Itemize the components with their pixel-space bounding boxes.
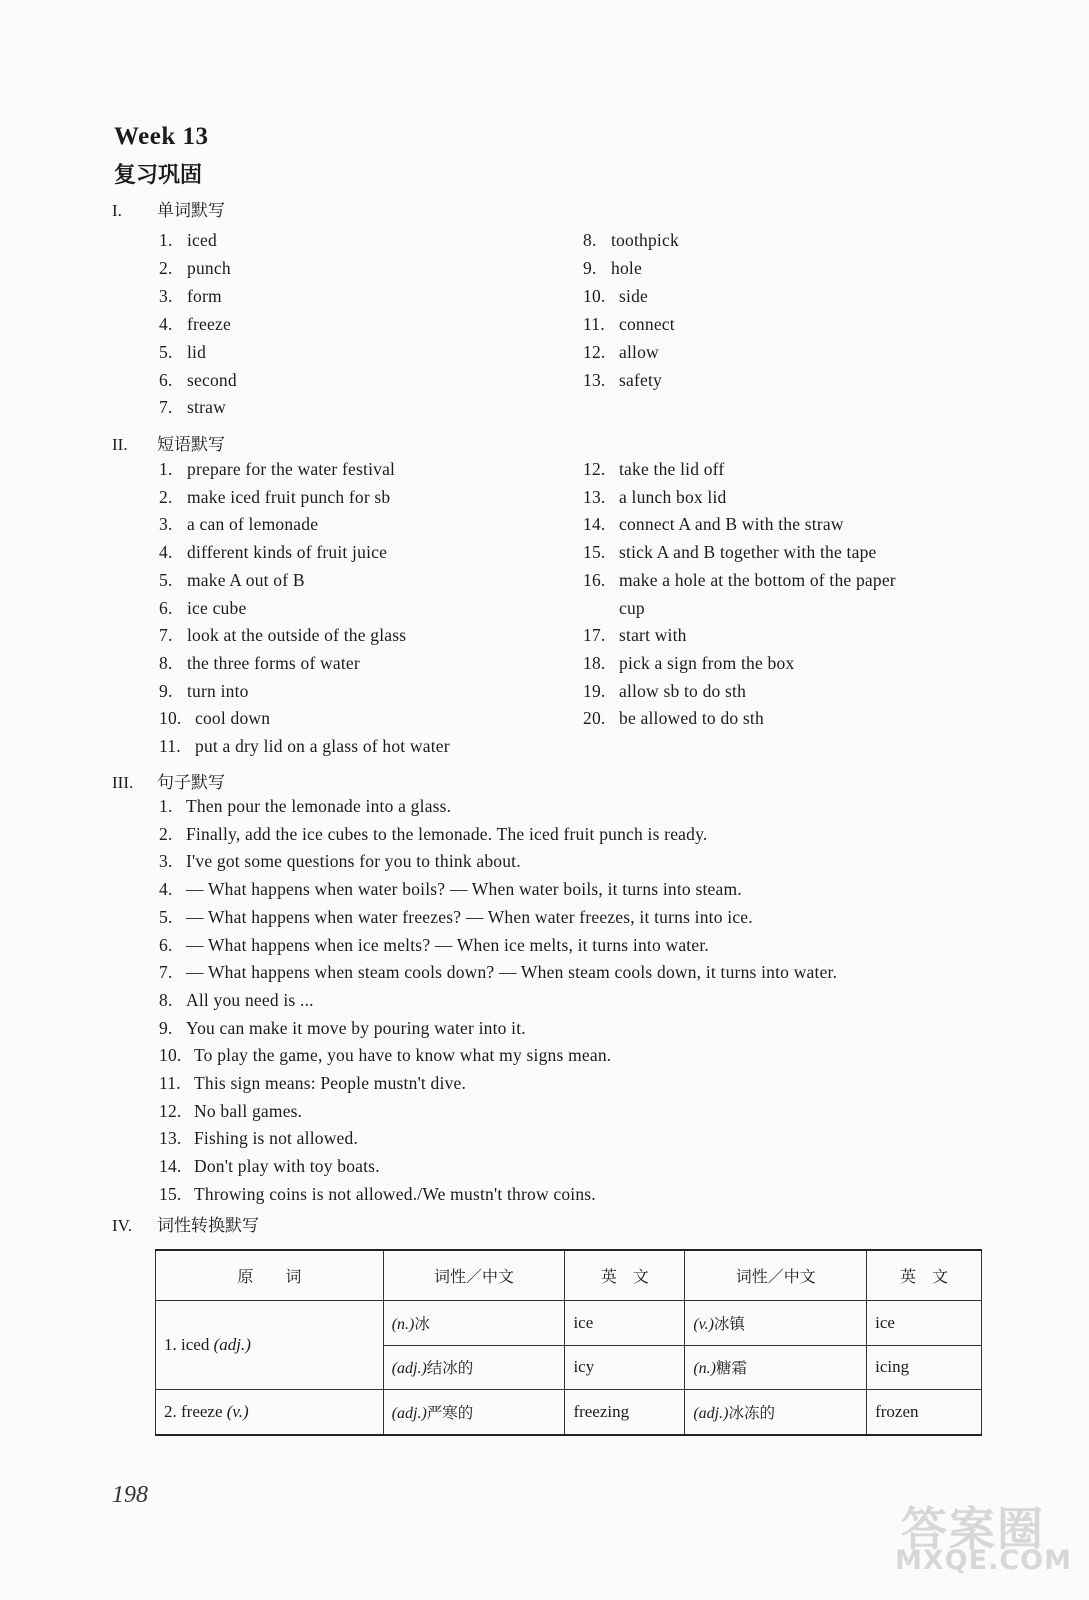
item-number: 18. bbox=[583, 652, 606, 673]
item-text: iced bbox=[187, 230, 217, 250]
watermark-logo bbox=[895, 1493, 1072, 1593]
item-number: 12. bbox=[159, 1100, 182, 1121]
item-text: prepare for the water festival bbox=[187, 459, 396, 479]
item-number: 8. bbox=[583, 230, 597, 250]
item-number: 6. bbox=[159, 934, 173, 955]
header-pos-chinese: 词性／中文 bbox=[685, 1250, 867, 1300]
section-title: 词性转换默写 bbox=[157, 1216, 259, 1236]
item-number: 2. bbox=[159, 823, 173, 844]
item-text: connect A and B with the straw bbox=[619, 514, 844, 535]
item-text: make iced fruit punch for sb bbox=[187, 486, 391, 507]
list-item bbox=[159, 230, 217, 250]
item-text: To play the game, you have to know what my signs mean. bbox=[194, 1045, 612, 1066]
item-text: cup bbox=[619, 597, 645, 618]
item-number: 14. bbox=[583, 514, 606, 535]
pos-chinese-cell: (adj.)严寒的 bbox=[383, 1390, 565, 1435]
item-number: 2. bbox=[159, 257, 173, 278]
pos-chinese-cell: (v.)冰镇 bbox=[685, 1300, 867, 1345]
item-text: Don't play with toy boats. bbox=[194, 1156, 380, 1177]
item-text: This sign means: People mustn't dive. bbox=[194, 1073, 467, 1093]
item-number: 6. bbox=[159, 369, 173, 390]
item-text: — What happens when water freezes? — When water freezes, it turns into ice. bbox=[186, 906, 753, 927]
item-number: 3. bbox=[159, 285, 173, 306]
list-item bbox=[159, 514, 318, 534]
english-cell: frozen bbox=[867, 1390, 982, 1435]
item-text: different kinds of fruit juice bbox=[187, 542, 388, 563]
table-row bbox=[156, 1300, 982, 1345]
section-number: IV. bbox=[112, 1216, 132, 1235]
item-number: 9. bbox=[583, 257, 597, 278]
list-item bbox=[159, 370, 237, 390]
list-item bbox=[583, 625, 687, 645]
item-text: — What happens when water boils? — When water boils, it turns into steam. bbox=[186, 879, 742, 900]
item-text: take the lid off bbox=[619, 459, 725, 479]
sentence-item bbox=[159, 1184, 596, 1204]
sentence-item bbox=[159, 1128, 358, 1148]
header-english: 英 文 bbox=[867, 1250, 982, 1300]
list-item bbox=[583, 681, 746, 701]
pos-chinese-cell: (n.)冰 bbox=[383, 1300, 565, 1345]
item-text: connect bbox=[619, 313, 675, 334]
item-number: 4. bbox=[159, 313, 173, 334]
item-text: straw bbox=[187, 397, 226, 418]
item-text: Then pour the lemonade into a glass. bbox=[186, 796, 452, 816]
english-cell: ice bbox=[565, 1300, 685, 1345]
sentence-item bbox=[159, 796, 451, 816]
pos-chinese-cell: (n.)糖霜 bbox=[685, 1345, 867, 1390]
item-number: 7. bbox=[159, 625, 173, 646]
list-item bbox=[159, 708, 270, 728]
item-number: 12. bbox=[583, 459, 606, 479]
sentence-item bbox=[159, 824, 708, 844]
list-item bbox=[159, 598, 246, 618]
item-number: 5. bbox=[159, 341, 173, 362]
list-item bbox=[583, 342, 659, 362]
list-item bbox=[583, 598, 645, 618]
item-text: cool down bbox=[195, 708, 271, 729]
watermark-text: 答案圈 bbox=[901, 1502, 1045, 1556]
list-item bbox=[159, 286, 222, 306]
item-number: 1. bbox=[159, 230, 173, 250]
item-text: All you need is ... bbox=[186, 989, 314, 1010]
item-text: turn into bbox=[187, 680, 249, 701]
item-number: 15. bbox=[159, 1183, 182, 1204]
section-title: 句子默写 bbox=[157, 773, 225, 793]
item-text: No ball games. bbox=[194, 1100, 303, 1121]
item-number: 1. bbox=[159, 459, 173, 479]
sentence-item bbox=[159, 1101, 302, 1121]
sentence-item bbox=[159, 990, 314, 1010]
table-header-row bbox=[156, 1250, 982, 1300]
item-text: a lunch box lid bbox=[619, 486, 727, 507]
list-item bbox=[583, 514, 844, 534]
table-row bbox=[156, 1390, 982, 1435]
item-text: make a hole at the bottom of the paper bbox=[619, 569, 896, 590]
word-form-table bbox=[155, 1249, 982, 1436]
item-number: 7. bbox=[159, 962, 173, 983]
section-subtitle: 复习巩固 bbox=[114, 163, 203, 188]
item-number: 3. bbox=[159, 851, 173, 872]
original-word-cell: 1. iced (adj.) bbox=[156, 1300, 384, 1389]
section-heading-phrases bbox=[112, 430, 225, 455]
item-text: start with bbox=[619, 625, 687, 646]
item-text: form bbox=[187, 285, 222, 306]
item-text: look at the outside of the glass bbox=[187, 625, 407, 646]
item-text: the three forms of water bbox=[187, 652, 360, 673]
sentence-item bbox=[159, 935, 709, 955]
item-number: 12. bbox=[583, 341, 606, 362]
list-item bbox=[583, 370, 662, 390]
item-number: 8. bbox=[159, 652, 173, 673]
item-number: 11. bbox=[159, 1073, 181, 1093]
item-number: 13. bbox=[583, 369, 606, 390]
english-cell: icing bbox=[867, 1345, 982, 1390]
sentence-item bbox=[159, 1073, 466, 1093]
item-text: punch bbox=[187, 257, 231, 278]
english-cell: freezing bbox=[565, 1390, 685, 1435]
sentence-item bbox=[159, 1018, 526, 1038]
section-number: I. bbox=[112, 201, 122, 220]
item-number: 14. bbox=[159, 1156, 182, 1177]
item-number: 10. bbox=[159, 708, 182, 729]
item-number: 6. bbox=[159, 597, 173, 618]
item-text: Fishing is not allowed. bbox=[194, 1128, 359, 1149]
list-item bbox=[159, 314, 231, 334]
sentence-item bbox=[159, 879, 742, 899]
section-heading-conversion bbox=[112, 1211, 259, 1236]
item-text: safety bbox=[619, 369, 662, 390]
item-text: be allowed to do sth bbox=[619, 708, 764, 729]
header-english: 英 文 bbox=[565, 1250, 685, 1300]
section-heading-words bbox=[112, 196, 225, 221]
item-number: 11. bbox=[583, 313, 605, 334]
header-original-word: 原 词 bbox=[156, 1250, 384, 1300]
item-number: 10. bbox=[583, 285, 606, 306]
header-pos-chinese: 词性／中文 bbox=[383, 1250, 565, 1300]
list-item bbox=[159, 258, 231, 278]
list-item bbox=[159, 342, 206, 362]
item-number: 9. bbox=[159, 1017, 173, 1038]
section-heading-sentences bbox=[112, 768, 225, 793]
list-item bbox=[583, 314, 675, 334]
item-number: 10. bbox=[159, 1045, 182, 1066]
item-number: 4. bbox=[159, 879, 173, 900]
item-number: 16. bbox=[583, 569, 606, 590]
item-number: 7. bbox=[159, 397, 173, 418]
sentence-item bbox=[159, 1045, 611, 1065]
list-item bbox=[159, 542, 387, 562]
item-text: lid bbox=[187, 341, 207, 362]
item-text: allow sb to do sth bbox=[619, 680, 747, 701]
list-item bbox=[159, 653, 360, 673]
english-cell: ice bbox=[867, 1300, 982, 1345]
item-number: 11. bbox=[159, 736, 181, 756]
item-number: 19. bbox=[583, 680, 606, 701]
item-text: You can make it move by pouring water into it. bbox=[186, 1017, 526, 1038]
list-item bbox=[159, 397, 226, 417]
list-item bbox=[159, 681, 249, 701]
list-item bbox=[159, 570, 305, 590]
sentence-item bbox=[159, 1156, 380, 1176]
list-item bbox=[583, 708, 764, 728]
item-text: allow bbox=[619, 341, 659, 362]
item-text: pick a sign from the box bbox=[619, 652, 795, 673]
item-number: 4. bbox=[159, 542, 173, 563]
item-text: a can of lemonade bbox=[187, 514, 319, 535]
item-number: 17. bbox=[583, 625, 606, 646]
list-item bbox=[583, 542, 877, 562]
item-number: 20. bbox=[583, 708, 606, 729]
list-item bbox=[583, 653, 794, 673]
section-title: 短语默写 bbox=[157, 435, 225, 455]
item-number: 8. bbox=[159, 989, 173, 1010]
item-text: second bbox=[187, 369, 237, 390]
item-text: Finally, add the ice cubes to the lemonade. The iced fruit punch is ready. bbox=[186, 823, 708, 844]
list-item bbox=[583, 258, 642, 278]
item-text: stick A and B together with the tape bbox=[619, 542, 877, 563]
item-number: 5. bbox=[159, 569, 173, 590]
list-item bbox=[159, 736, 450, 756]
list-item bbox=[159, 625, 406, 645]
list-item bbox=[583, 459, 724, 479]
sentence-item bbox=[159, 962, 837, 982]
list-item bbox=[583, 230, 679, 250]
pos-chinese-cell: (adj.)冰冻的 bbox=[685, 1390, 867, 1435]
sentence-item bbox=[159, 907, 753, 927]
sentence-item bbox=[159, 851, 521, 871]
item-number: 2. bbox=[159, 486, 173, 507]
item-text: — What happens when steam cools down? — When steam cools down, it turns into water. bbox=[186, 962, 838, 983]
item-text: toothpick bbox=[611, 230, 679, 250]
item-text: make A out of B bbox=[187, 569, 305, 590]
item-text: side bbox=[619, 285, 648, 306]
item-text: put a dry lid on a glass of hot water bbox=[195, 736, 450, 756]
item-number: 3. bbox=[159, 514, 173, 535]
english-cell: icy bbox=[565, 1345, 685, 1390]
item-number: 9. bbox=[159, 680, 173, 701]
item-text: ice cube bbox=[187, 597, 247, 618]
item-text: — What happens when ice melts? — When ice melts, it turns into water. bbox=[186, 934, 709, 955]
pos-chinese-cell: (adj.)结冰的 bbox=[383, 1345, 565, 1390]
original-word-cell: 2. freeze (v.) bbox=[156, 1390, 384, 1435]
page-number: 198 bbox=[112, 1482, 148, 1508]
item-number: 13. bbox=[159, 1128, 182, 1149]
section-title: 单词默写 bbox=[157, 201, 225, 221]
section-number: II. bbox=[112, 435, 128, 454]
list-item bbox=[159, 487, 390, 507]
list-item bbox=[583, 286, 648, 306]
list-item bbox=[159, 459, 395, 479]
item-number: 5. bbox=[159, 906, 173, 927]
list-item bbox=[583, 570, 896, 590]
watermark-url: MXQE.COM bbox=[895, 1545, 1072, 1576]
item-text: I've got some questions for you to think about. bbox=[186, 851, 521, 872]
item-number: 15. bbox=[583, 542, 606, 563]
week-title: Week 13 bbox=[114, 123, 209, 150]
item-text: freeze bbox=[187, 313, 231, 334]
item-text: Throwing coins is not allowed./We mustn't throw coins. bbox=[194, 1183, 596, 1204]
item-text: hole bbox=[611, 257, 642, 278]
list-item bbox=[583, 487, 727, 507]
section-number: III. bbox=[112, 773, 134, 792]
item-number: 1. bbox=[159, 796, 173, 816]
item-number: 13. bbox=[583, 486, 606, 507]
